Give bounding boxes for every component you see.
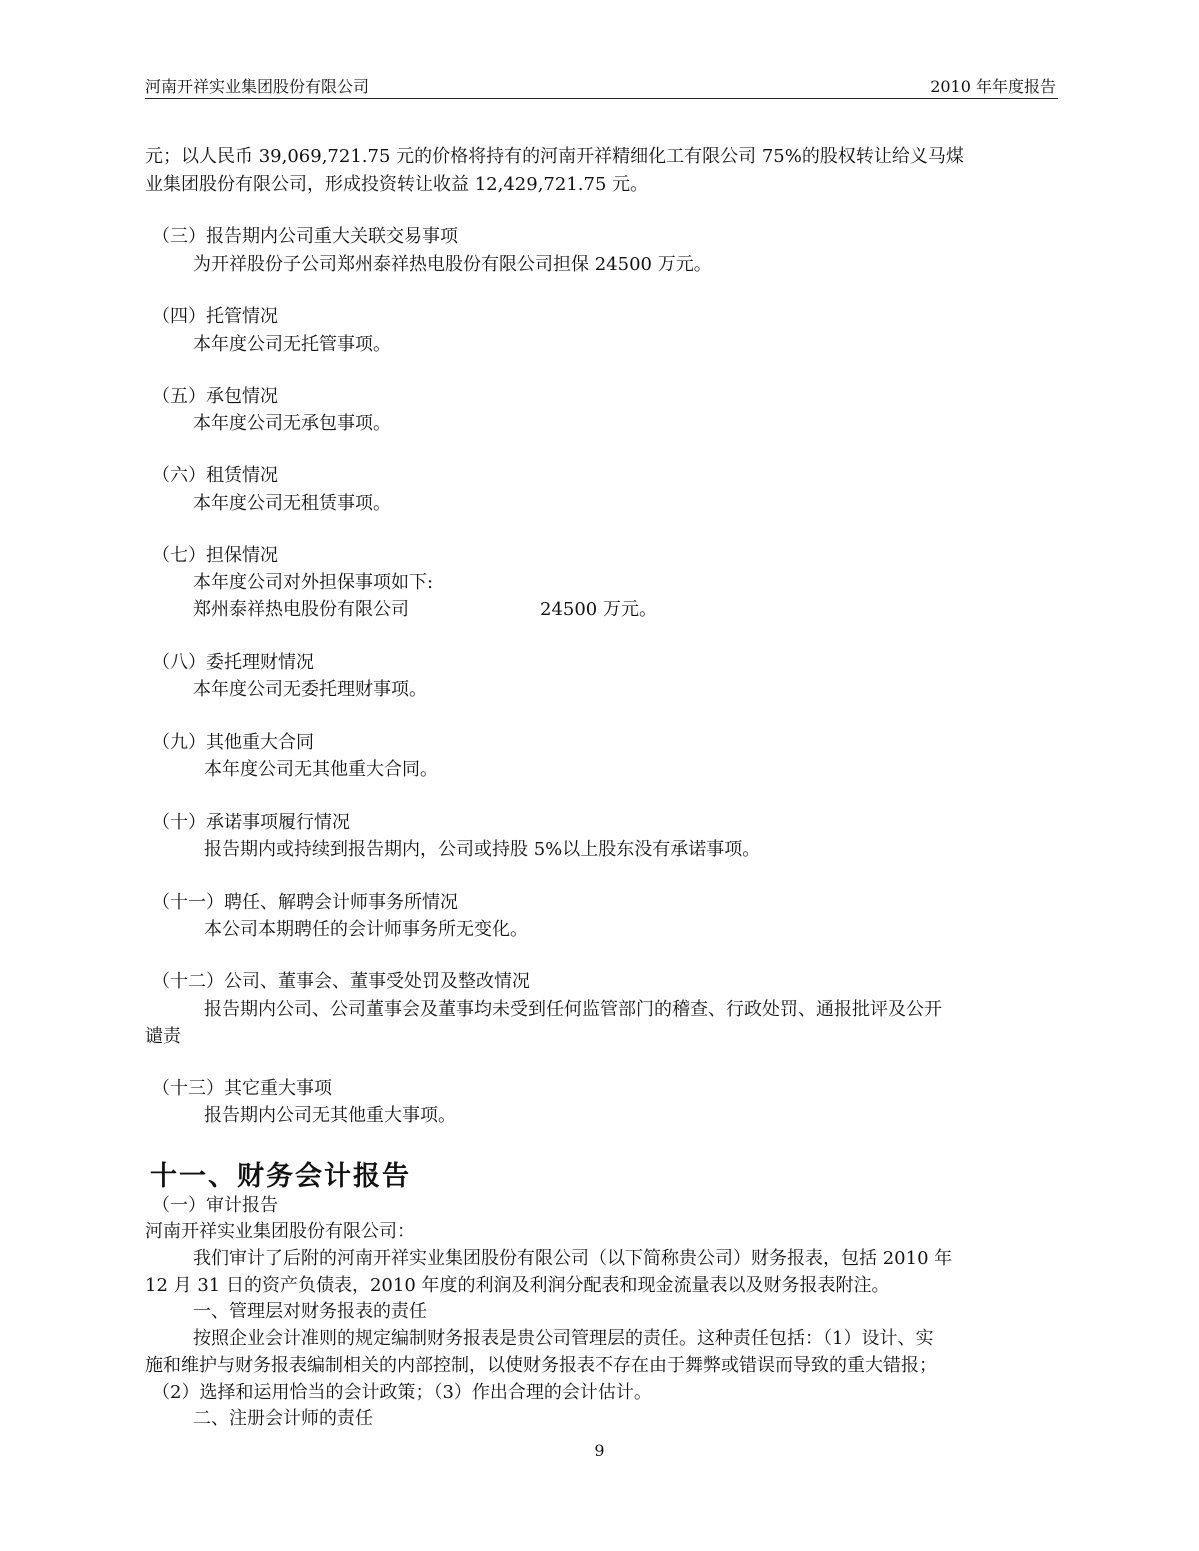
section-body: 报告期内公司无其他重大事项。 <box>204 1105 456 1126</box>
section-body: 本年度公司无承包事项。 <box>193 413 391 434</box>
paragraph-line: （2）选择和运用恰当的会计政策；（3）作出合理的会计估计。 <box>152 1382 652 1403</box>
header-report-title: 2010 年年度报告 <box>930 77 1056 96</box>
page-number: 9 <box>594 1441 605 1460</box>
section-heading: （六）租赁情况 <box>152 465 278 486</box>
section-body: 本公司本期聘任的会计师事务所无变化。 <box>204 919 528 940</box>
subsection-heading: 二、注册会计师的责任 <box>193 1408 373 1429</box>
section-heading: （八）委托理财情况 <box>152 652 314 673</box>
paragraph-line: 施和维护与财务报表编制相关的内部控制，以使财务报表不存在由于舞弊或错误而导致的重大错报； <box>145 1355 937 1376</box>
subsection-heading: （一）审计报告 <box>152 1195 278 1216</box>
section-heading: （十一）聘任、解聘会计师事务所情况 <box>152 892 458 913</box>
section-heading: （五）承包情况 <box>152 386 278 407</box>
page-header <box>145 72 1058 99</box>
section-heading: （十三）其它重大事项 <box>152 1078 332 1099</box>
section-body: 报告期内公司、公司董事会及董事均未受到任何监管部门的稽查、行政处罚、通报批评及公开 <box>204 999 942 1020</box>
paragraph-line: 业集团股份有限公司，形成投资转让收益 12,429,721.75 元。 <box>145 174 649 195</box>
section-body: 为开祥股份子公司郑州泰祥热电股份有限公司担保 24500 万元。 <box>193 254 712 275</box>
section-body: 本年度公司无其他重大合同。 <box>204 759 438 780</box>
header-company-name: 河南开祥实业集团股份有限公司 <box>145 77 370 96</box>
section-heading: （十）承诺事项履行情况 <box>152 812 350 833</box>
section-body: 本年度公司无租赁事项。 <box>193 493 391 514</box>
paragraph-line: 我们审计了后附的河南开祥实业集团股份有限公司（以下简称贵公司）财务报表，包括 2010 年 <box>193 1248 953 1269</box>
section-body: 本年度公司无托管事项。 <box>193 334 391 355</box>
guarantee-company: 郑州泰祥热电股份有限公司 <box>193 599 409 620</box>
section-heading: （四）托管情况 <box>152 306 278 327</box>
section-heading: （七）担保情况 <box>152 545 278 566</box>
paragraph-line: 12 月 31 日的资产负债表，2010 年度的利润及利润分配表和现金流量表以及财务报表附注。 <box>145 1275 890 1296</box>
guarantee-amount: 24500 万元。 <box>540 599 657 620</box>
section-heading: （三）报告期内公司重大关联交易事项 <box>152 226 458 247</box>
section-body: 报告期内或持续到报告期内，公司或持股 5%以上股东没有承诺事项。 <box>204 839 761 860</box>
section-heading: （九）其他重大合同 <box>152 732 314 753</box>
chapter-title: 十一、财务会计报告 <box>150 1161 411 1192</box>
subsection-heading: 一、管理层对财务报表的责任 <box>193 1301 427 1322</box>
audit-addressee: 河南开祥实业集团股份有限公司： <box>145 1221 415 1242</box>
section-body: 谴责 <box>145 1026 181 1047</box>
section-body: 本年度公司对外担保事项如下: <box>193 572 434 593</box>
section-body: 本年度公司无委托理财事项。 <box>193 679 427 700</box>
paragraph-line: 按照企业会计准则的规定编制财务报表是贵公司管理层的责任。这种责任包括：（1）设计、实 <box>193 1328 934 1349</box>
section-heading: （十二）公司、董事会、董事受处罚及整改情况 <box>152 971 530 992</box>
paragraph-line: 元；以人民币 39,069,721.75 元的价格将持有的河南开祥精细化工有限公司 75%的股权转让给义马煤 <box>145 146 964 167</box>
